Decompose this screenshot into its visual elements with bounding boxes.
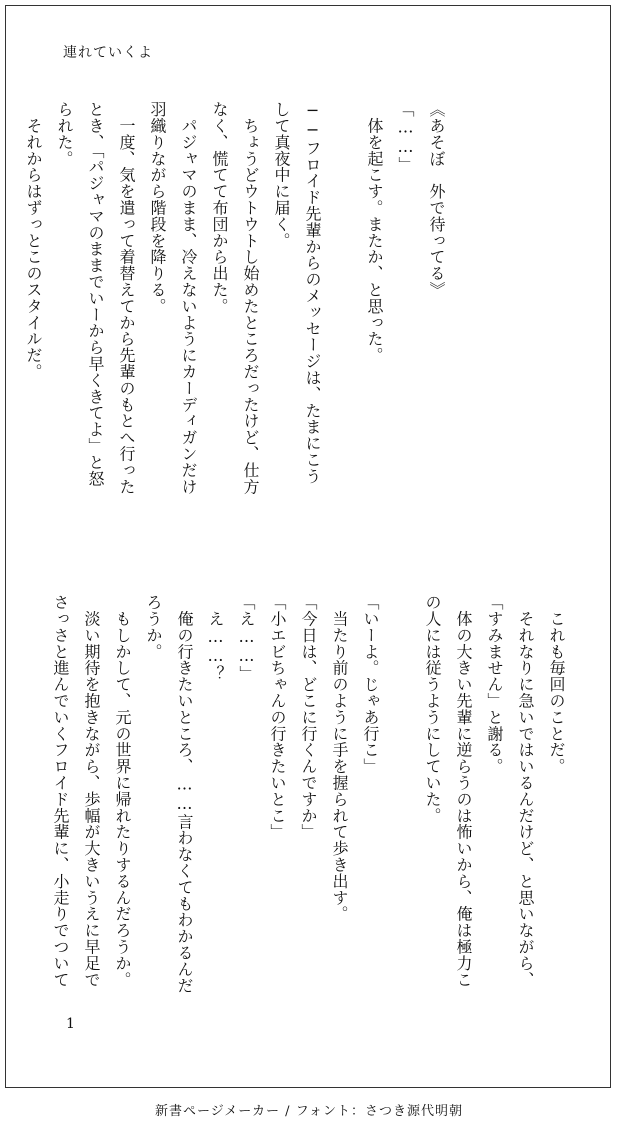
text-line: ちょうどウトウトし始めたところだったけど、仕方 [241, 101, 260, 495]
text-line: 一度、気を遣って着替えてから先輩のもとへ行った [117, 101, 136, 495]
text-line: 「え……」 [237, 594, 256, 682]
footer-credit: 新書ページメーカー / フォント：さつき源代明朝 [154, 1104, 464, 1119]
text-line: 俺の行きたいところ、……言わなくてもわかるんだ [175, 594, 194, 994]
text-line: さっさと進んでいくフロイド先輩に、小走りでついて [51, 594, 70, 988]
text-line: 体を起こす。またか、と思った。 [365, 101, 384, 364]
text-line: これも毎回のことだ。 [547, 594, 566, 775]
text-line: 「今日は、どこに行くんですか」 [299, 594, 318, 840]
text-line: 体の大きい先輩に逆らうのは怖いから、俺は極力こ [454, 594, 473, 988]
text-line: 淡い期待を抱きながら、歩幅が大きいうえに早足で [82, 594, 101, 988]
text-line: え……？ [206, 594, 225, 682]
text-line: 「いーよ。じゃあ行こ」 [361, 594, 380, 775]
text-line: それからはずっとこのスタイルだ。 [24, 101, 43, 380]
text-line: の人には従うようにしていた。 [423, 594, 442, 824]
text-line: 羽織りながら階段を降りる。 [148, 101, 167, 315]
text-line: ろうか。 [144, 594, 163, 660]
text-line: それなりに急いではいるんだけど、と思いながら、 [516, 594, 535, 988]
text-line [328, 101, 359, 531]
book-page [5, 5, 611, 1088]
text-line [386, 594, 417, 1024]
text-line: ──フロイド先輩からのメッセージは、たまにこう [303, 101, 322, 485]
text-line: られた。 [55, 101, 74, 167]
chapter-title: 連れていくよ [63, 45, 153, 61]
text-line: なく、慌てて布団から出た。 [210, 101, 229, 315]
text-line: 当たり前のように手を握られて歩き出す。 [330, 594, 349, 922]
page-number: 1 [66, 1016, 75, 1032]
text-line: パジャマのまま、冷えないようにカーディガンだけ [179, 101, 198, 495]
text-line: もしかして、元の世界に帰れたりするんだろうか。 [113, 594, 132, 988]
text-line [0, 101, 18, 531]
text-line: 《あそぼ 外で待ってる》 [427, 101, 446, 298]
text-block-lower [51, 594, 572, 1024]
text-line: して真夜中に届く。 [272, 101, 291, 249]
text-line: 「すみません」と謝る。 [485, 594, 504, 775]
text-line: 「小エビちゃんの行きたいとこ」 [268, 594, 287, 840]
text-line: 「……」 [396, 101, 415, 173]
text-block-upper [24, 101, 452, 531]
text-line: とき、「パジャマのままでいーから早くきてよ」と怒 [86, 101, 105, 487]
